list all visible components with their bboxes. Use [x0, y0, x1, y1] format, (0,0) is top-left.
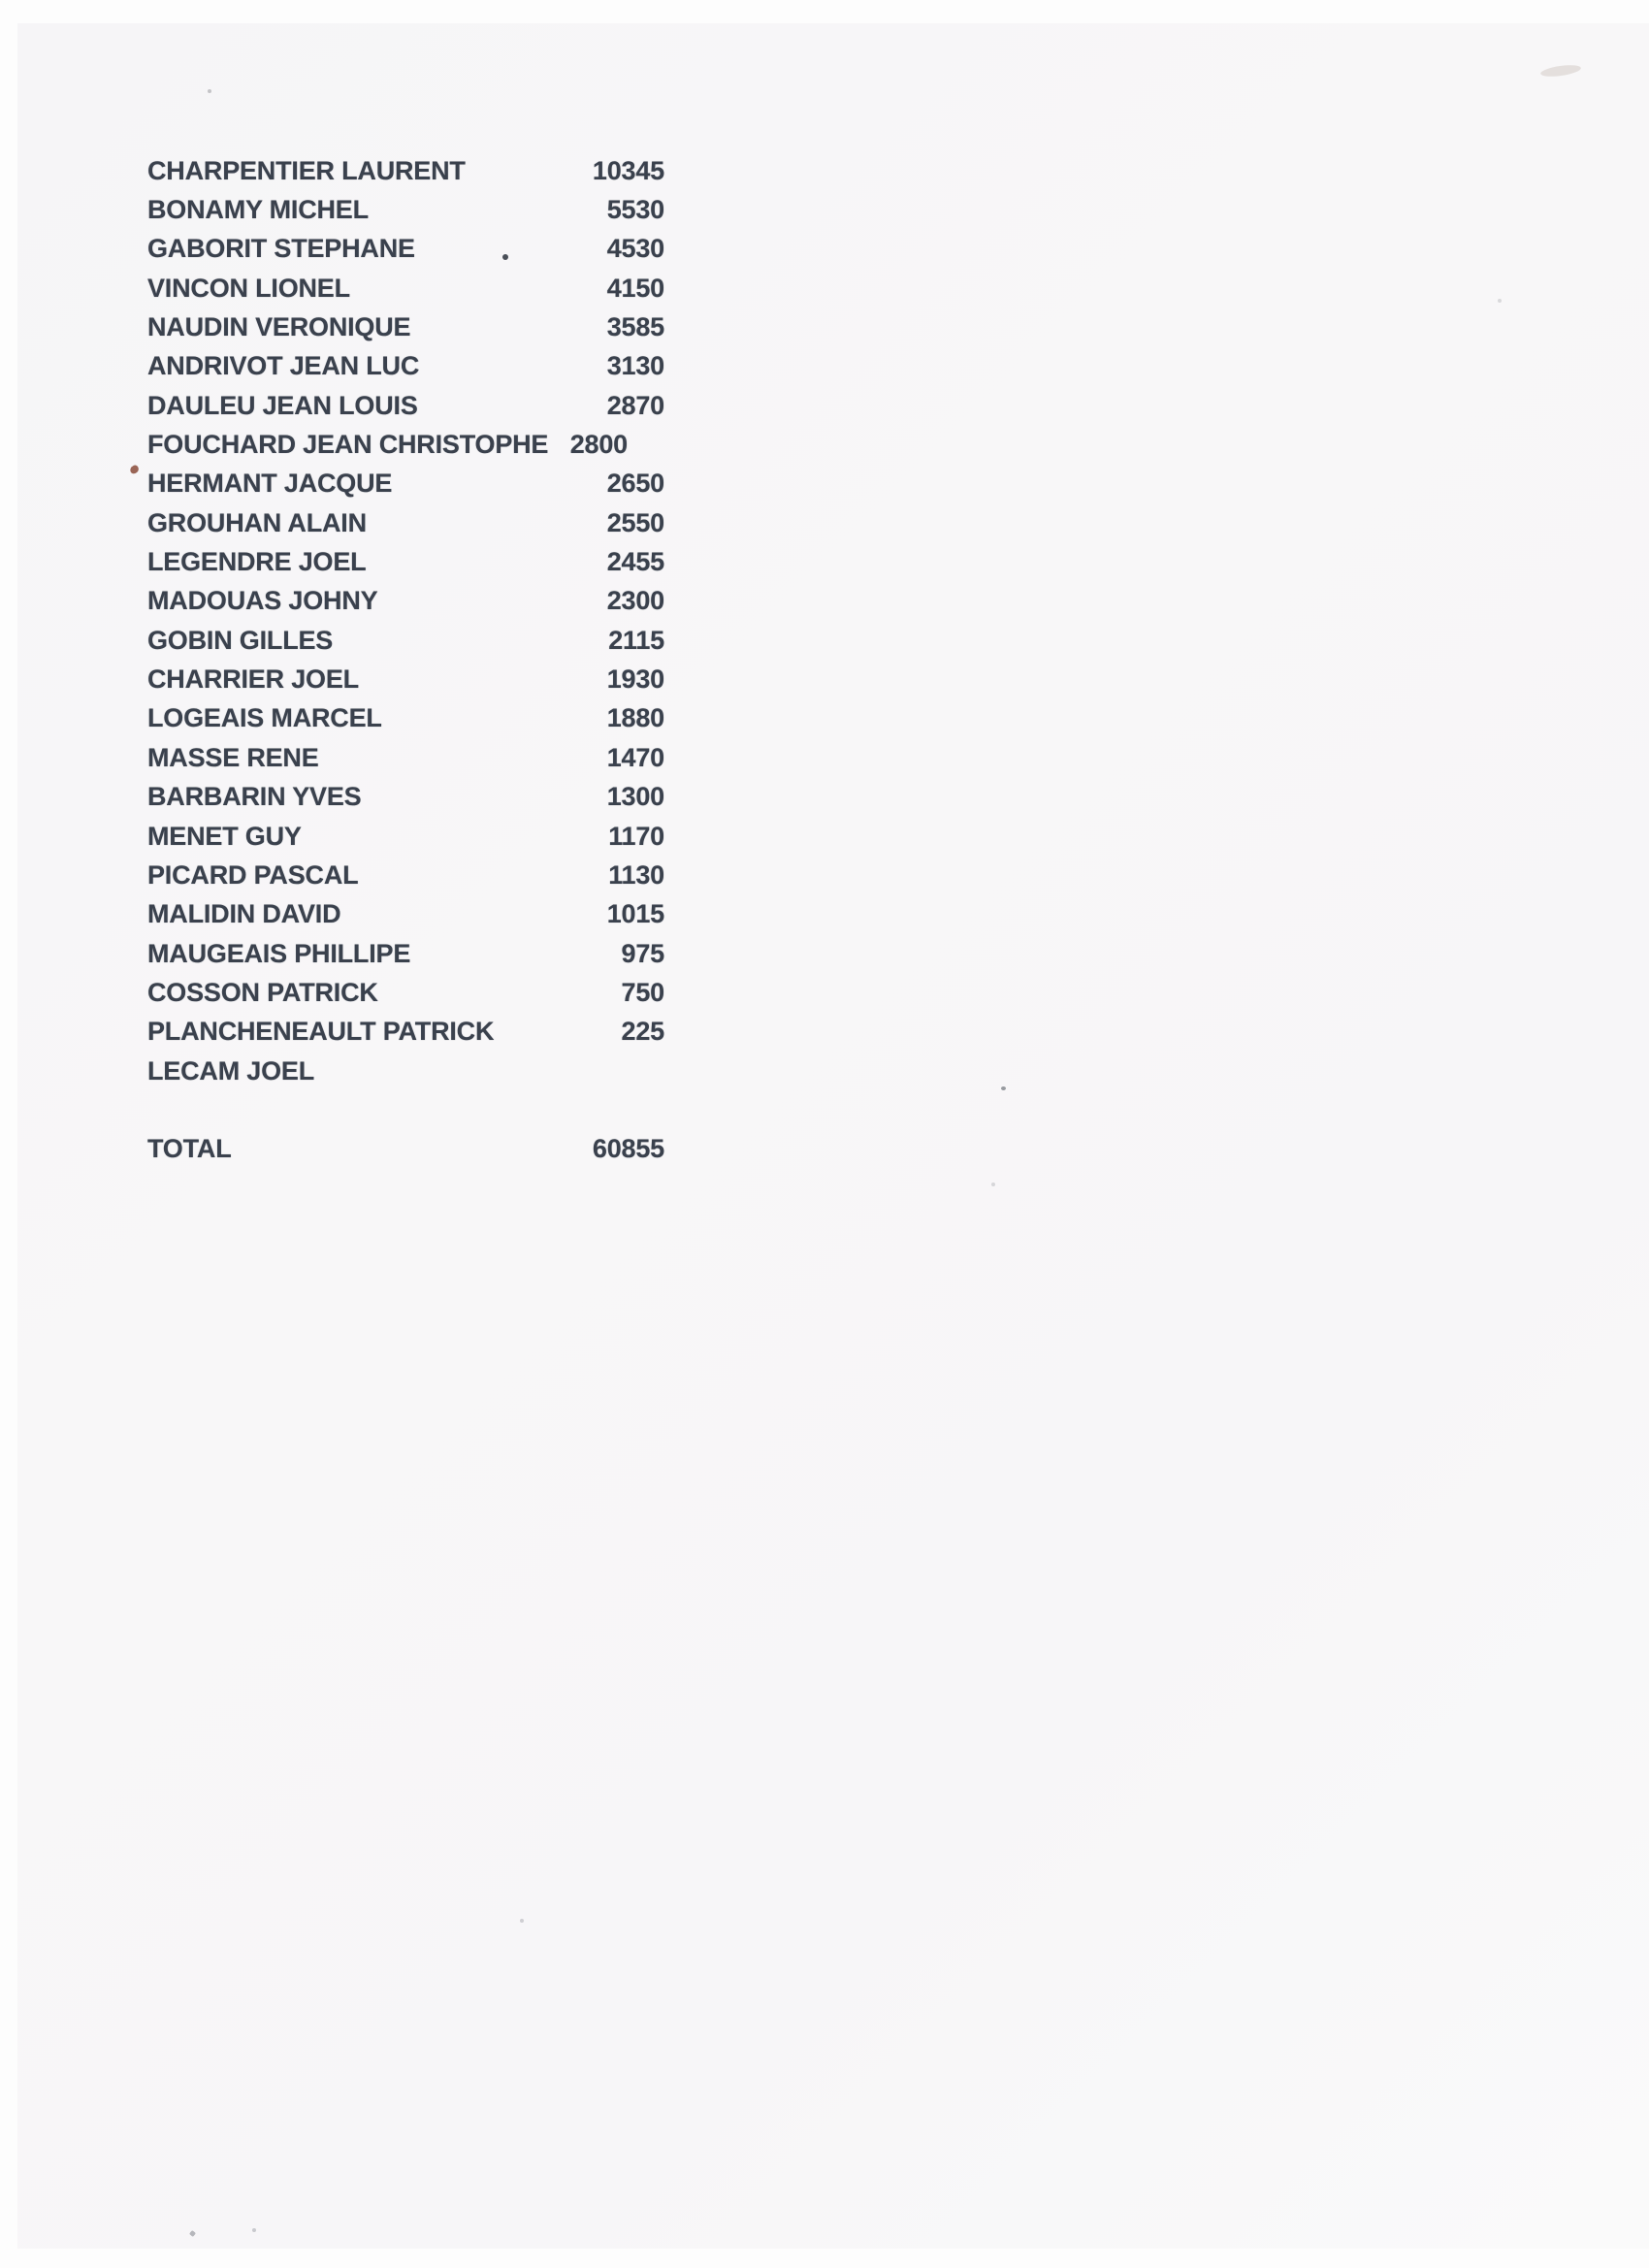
table-row	[147, 738, 664, 777]
table-row	[147, 1052, 664, 1090]
person-name: MASSE RENE	[147, 742, 319, 772]
person-amount: 10345	[592, 155, 664, 185]
table-row	[147, 386, 664, 425]
table-row	[147, 621, 664, 660]
person-name: HERMANT JACQUE	[147, 469, 393, 499]
person-amount: 2455	[606, 547, 664, 577]
person-name: LOGEAIS MARCEL	[147, 703, 382, 733]
pencil-smudge-mark	[1540, 63, 1582, 79]
total-label: TOTAL	[147, 1133, 232, 1163]
person-amount: 2800	[569, 430, 628, 460]
table-row	[147, 190, 664, 229]
table-row	[147, 778, 664, 817]
person-amount: 750	[621, 977, 664, 1007]
person-amount: 1880	[606, 703, 664, 733]
table-row	[147, 465, 664, 503]
person-amount: 5530	[606, 195, 664, 225]
person-name: CHARPENTIER LAURENT	[147, 155, 466, 185]
stray-dot-mark	[502, 254, 508, 260]
person-amount: 2115	[608, 625, 664, 655]
person-name: LEGENDRE JOEL	[147, 547, 367, 577]
person-name: GROUHAN ALAIN	[147, 507, 367, 537]
person-amount: 1930	[606, 664, 664, 695]
table-row	[147, 973, 664, 1012]
table-row	[147, 542, 664, 581]
person-amount: 3130	[606, 351, 664, 381]
person-name: FOUCHARD JEAN CHRISTOPHE	[147, 430, 549, 460]
person-name: LECAM JOEL	[147, 1055, 315, 1085]
person-amount: 2650	[606, 469, 664, 499]
person-name: MADOUAS JOHNY	[147, 586, 378, 616]
person-name: GOBIN GILLES	[147, 625, 334, 655]
table-row	[147, 582, 664, 621]
scan-speck	[189, 2230, 196, 2237]
person-amount: 3585	[606, 312, 664, 342]
person-name: ANDRIVOT JEAN LUC	[147, 351, 420, 381]
person-amount: 975	[621, 938, 664, 968]
person-name: VINCON LIONEL	[147, 273, 350, 303]
total-value: 60855	[592, 1133, 664, 1163]
table-row	[147, 934, 664, 973]
person-name: CHARRIER JOEL	[147, 664, 359, 695]
table-row	[147, 230, 664, 269]
table-row	[147, 817, 664, 856]
scan-speck	[991, 1183, 995, 1186]
person-name: MENET GUY	[147, 821, 302, 851]
person-name: BARBARIN YVES	[147, 782, 362, 812]
person-amount: 225	[621, 1017, 664, 1047]
table-row	[147, 347, 664, 386]
person-name: PICARD PASCAL	[147, 859, 359, 890]
name-amount-list	[147, 151, 664, 1090]
person-amount: 1015	[606, 899, 664, 929]
person-name: GABORIT STEPHANE	[147, 234, 415, 264]
scan-speck	[252, 2228, 256, 2232]
table-row	[147, 699, 664, 738]
table-row	[147, 895, 664, 934]
scan-speck	[1498, 299, 1502, 303]
person-name: NAUDIN VERONIQUE	[147, 312, 411, 342]
table-row	[147, 1013, 664, 1052]
person-amount: 4150	[606, 273, 664, 303]
table-row	[147, 660, 664, 698]
table-row	[147, 308, 664, 346]
table-row	[147, 856, 664, 894]
scan-speck	[1001, 1086, 1006, 1090]
person-amount: 1170	[608, 821, 664, 851]
person-name: MALIDIN DAVID	[147, 899, 341, 929]
person-amount: 1470	[606, 742, 664, 772]
person-amount: 2550	[606, 507, 664, 537]
person-amount: 2300	[606, 586, 664, 616]
person-amount: 2870	[606, 390, 664, 420]
person-name: DAULEU JEAN LOUIS	[147, 390, 418, 420]
scan-speck	[208, 89, 211, 93]
table-row	[147, 425, 664, 464]
person-amount: 4530	[606, 234, 664, 264]
person-name: PLANCHENEAULT PATRICK	[147, 1017, 495, 1047]
scan-speck	[520, 1919, 524, 1923]
person-amount: 1300	[606, 782, 664, 812]
person-name: MAUGEAIS PHILLIPE	[147, 938, 411, 968]
table-row	[147, 503, 664, 542]
table-row	[147, 151, 664, 190]
scanned-paper-sheet	[17, 23, 1649, 2249]
ink-stain-mark	[129, 464, 141, 474]
person-name: COSSON PATRICK	[147, 977, 378, 1007]
person-name: BONAMY MICHEL	[147, 195, 369, 225]
person-amount: 1130	[608, 859, 664, 890]
table-row	[147, 269, 664, 308]
total-row	[147, 1129, 664, 1168]
